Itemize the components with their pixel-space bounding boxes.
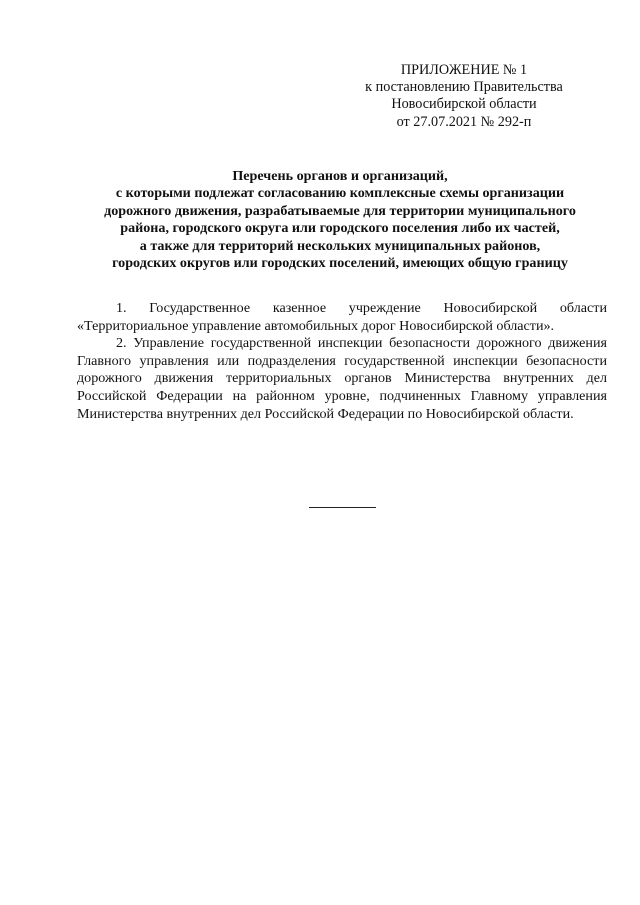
title-line: городских округов или городских поселений, имеющих общую границу	[112, 255, 568, 272]
list-item	[77, 300, 607, 335]
annex-date-number-line: от 27.07.2021 № 292-п	[396, 113, 532, 130]
title-line: с которыми подлежат согласованию комплексные схемы организации	[115, 185, 565, 202]
end-separator-line	[309, 507, 376, 508]
annex-header	[344, 62, 584, 131]
annex-resolution-line: к постановлению Правительства	[365, 79, 563, 96]
list-item-number: 1.	[116, 300, 127, 316]
list-item-number: 2.	[116, 335, 127, 352]
title-line: Перечень органов и организаций,	[232, 168, 448, 184]
organization-list	[77, 300, 607, 423]
document-title	[60, 168, 620, 272]
list-item-text: Государственное казенное учреждение Новосибирской области «Территориальное управление автомобильных дорог Новосибирской области».	[77, 300, 607, 334]
title-line: а также для территорий нескольких муниципальных районов,	[139, 237, 541, 254]
list-item-text: Управление государственной инспекции безопасности дорожного движения Главного управления или подразделения государственной инспекции безопасности дорожного движения территориальных органов Министерства внутренних дел Российской Федерации на районном уровне, подчиненных Главному управления Министерства внутренних дел Российской Федерации по Новосибирской области.	[77, 335, 607, 422]
list-item	[77, 335, 607, 423]
annex-title: ПРИЛОЖЕНИЕ № 1	[400, 62, 528, 78]
title-line: дорожного движения, разрабатываемые для территории муниципального	[104, 202, 576, 219]
annex-region-line: Новосибирской области	[391, 96, 537, 113]
title-line: района, городского округа или городского поселения либо их частей,	[120, 220, 560, 237]
